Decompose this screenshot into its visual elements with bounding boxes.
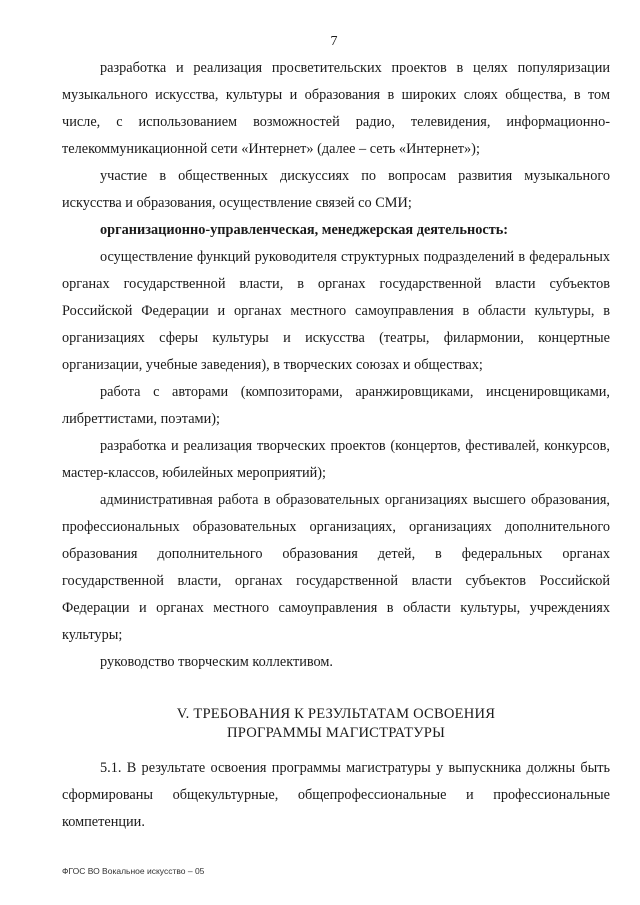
paragraph-creative-projects: разработка и реализация творческих проектов (концертов, фестивалей, конкурсов, мастер-классов, юбилейных мероприятий); [62, 438, 610, 481]
paragraph-public-discussions: участие в общественных дискуссиях по вопросам развития музыкального искусства и образования, осуществление связей со СМИ; [62, 168, 610, 211]
section-title-line-2: ПРОГРАММЫ МАГИСТРАТУРЫ [226, 725, 446, 741]
paragraph-popularization: разработка и реализация просветительских проектов в целях популяризации музыкального искусства, культуры и образования в широких слоях общества, в том числе, с использованием возможностей радио, телевидения, информационно-телекоммуникационной сети «Интернет» (далее – сеть «Интернет»); [62, 60, 610, 157]
activity-heading-management: организационно-управленческая, менеджерская деятельность: [100, 222, 509, 238]
page-number: 7 [330, 34, 338, 49]
section-title-line-1: V. ТРЕБОВАНИЯ К РЕЗУЛЬТАТАМ ОСВОЕНИЯ [176, 706, 496, 722]
section-body [62, 755, 610, 836]
footer-document-code: ФГОС ВО Вокальное искусство – 05 [62, 866, 205, 876]
body-text [62, 55, 610, 676]
paragraph-ensemble-leadership: руководство творческим коллективом. [100, 654, 334, 670]
paragraph-head-of-units: осуществление функций руководителя структурных подразделений в федеральных органах государственной власти, в органах государственной власти субъектов Российской Федерации и органах местного самоуправления в области культуры, в организациях сферы культуры и искусства (театры, филармонии, концертные организации, учебные заведения), в творческих союзах и обществах; [62, 249, 610, 373]
paragraph-administrative-work: административная работа в образовательных организациях высшего образования, профессиональных образовательных организациях, организациях дополнительного образования дополнительного образования детей, в федеральных органах государственной власти, органах государственной власти субъектов Российской Федерации и органах местного самоуправления в области культуры, учреждениях культуры; [62, 492, 610, 643]
paragraph-competencies: 5.1. В результате освоения программы магистратуры у выпускника должны быть сформированы общекультурные, общепрофессиональные и профессиональные компетенции. [62, 760, 610, 830]
paragraph-work-with-authors: работа с авторами (композиторами, аранжировщиками, инсценировщиками, либреттистами, поэтами); [62, 384, 610, 427]
section-title [62, 705, 610, 743]
